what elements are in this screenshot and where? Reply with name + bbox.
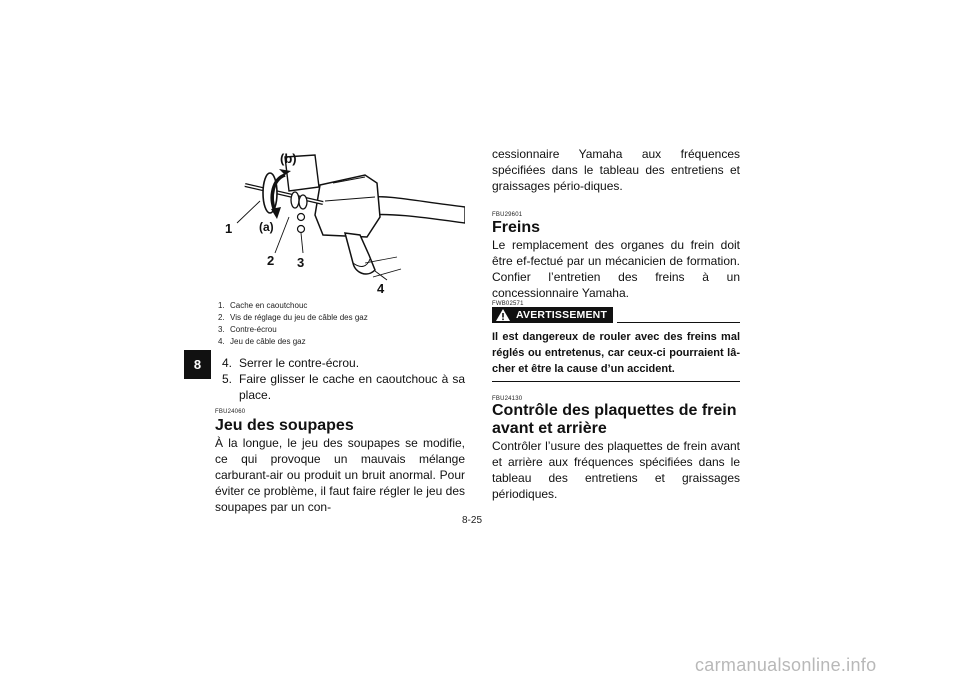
section-code: FBU29601 (492, 212, 523, 218)
caption-item: 3. Contre-écrou (218, 325, 277, 334)
warning-label: AVERTISSEMENT (516, 309, 608, 321)
figure-captions (218, 300, 468, 348)
label-2: 2 (267, 253, 275, 268)
watermark: carmanualsonline.info (695, 655, 877, 675)
right-column (492, 146, 740, 502)
caption-item: 4. Jeu de câble des gaz (218, 337, 306, 346)
section-text: Le remplacement des organes du frein doit être ef-fectué par un mécanicien de formation. Confier l’entretien des freins à un concessionnaire Yamaha. (492, 238, 740, 300)
section-text: À la longue, le jeu des soupapes se modifie, ce qui provoque un mauvais mélange carburant-air ou produit un bruit anormal. Pour éviter ce problème, il faut faire régler le jeu des soupapes par un con- (215, 436, 465, 514)
section-code: FBU24130 (492, 396, 523, 402)
label-4: 4 (377, 281, 385, 296)
warning-box (492, 301, 740, 382)
brakes-section (492, 212, 740, 301)
section-title: Contrôle des plaquettes de frein avant et arrière (492, 402, 737, 437)
throttle-illustration (215, 145, 465, 297)
section-code: FBU24060 (215, 409, 246, 415)
warning-code: FWB02571 (492, 301, 524, 307)
section-title: Jeu des soupapes (215, 417, 354, 434)
warning-triangle-icon (495, 308, 511, 322)
section-title: Freins (492, 219, 541, 236)
step-item: 4. Serrer le contre-écrou. (222, 356, 360, 370)
warning-badge (492, 307, 613, 323)
valve-clearance-section (215, 409, 465, 515)
section-text: Contrôler l’usure des plaquettes de frein avant et arrière aux fréquences spécifiées dans le tableau des entretiens et graissages périodiques. (492, 439, 740, 501)
warning-text: Il est dangereux de rouler avec des freins mal réglés ou entretenus, car ceux-ci pourraient lâ-cher et être la cause d’un accident. (492, 329, 740, 382)
throttle-cable-figure (215, 145, 465, 297)
brake-pads-section (492, 396, 740, 502)
caption-item: 2. Vis de réglage du jeu de câble des gaz (218, 313, 368, 322)
step-item: 5. Faire glisser le cache en caoutchouc à sa place. (222, 372, 465, 402)
label-3: 3 (297, 255, 305, 270)
caption-item: 1. Cache en caoutchouc (218, 301, 308, 310)
procedure-steps (222, 355, 465, 403)
chapter-tab: 8 (184, 350, 211, 379)
warning-rule (617, 321, 740, 323)
page-number: 8-25 (462, 515, 483, 526)
label-a: (a) (259, 220, 274, 234)
warning-header (492, 307, 740, 323)
label-1: 1 (225, 221, 233, 236)
label-b: (b) (280, 151, 297, 166)
continuation-text: cessionnaire Yamaha aux fréquences spécifiées dans le tableau des entretiens et graissages pério-diques. (492, 147, 740, 193)
